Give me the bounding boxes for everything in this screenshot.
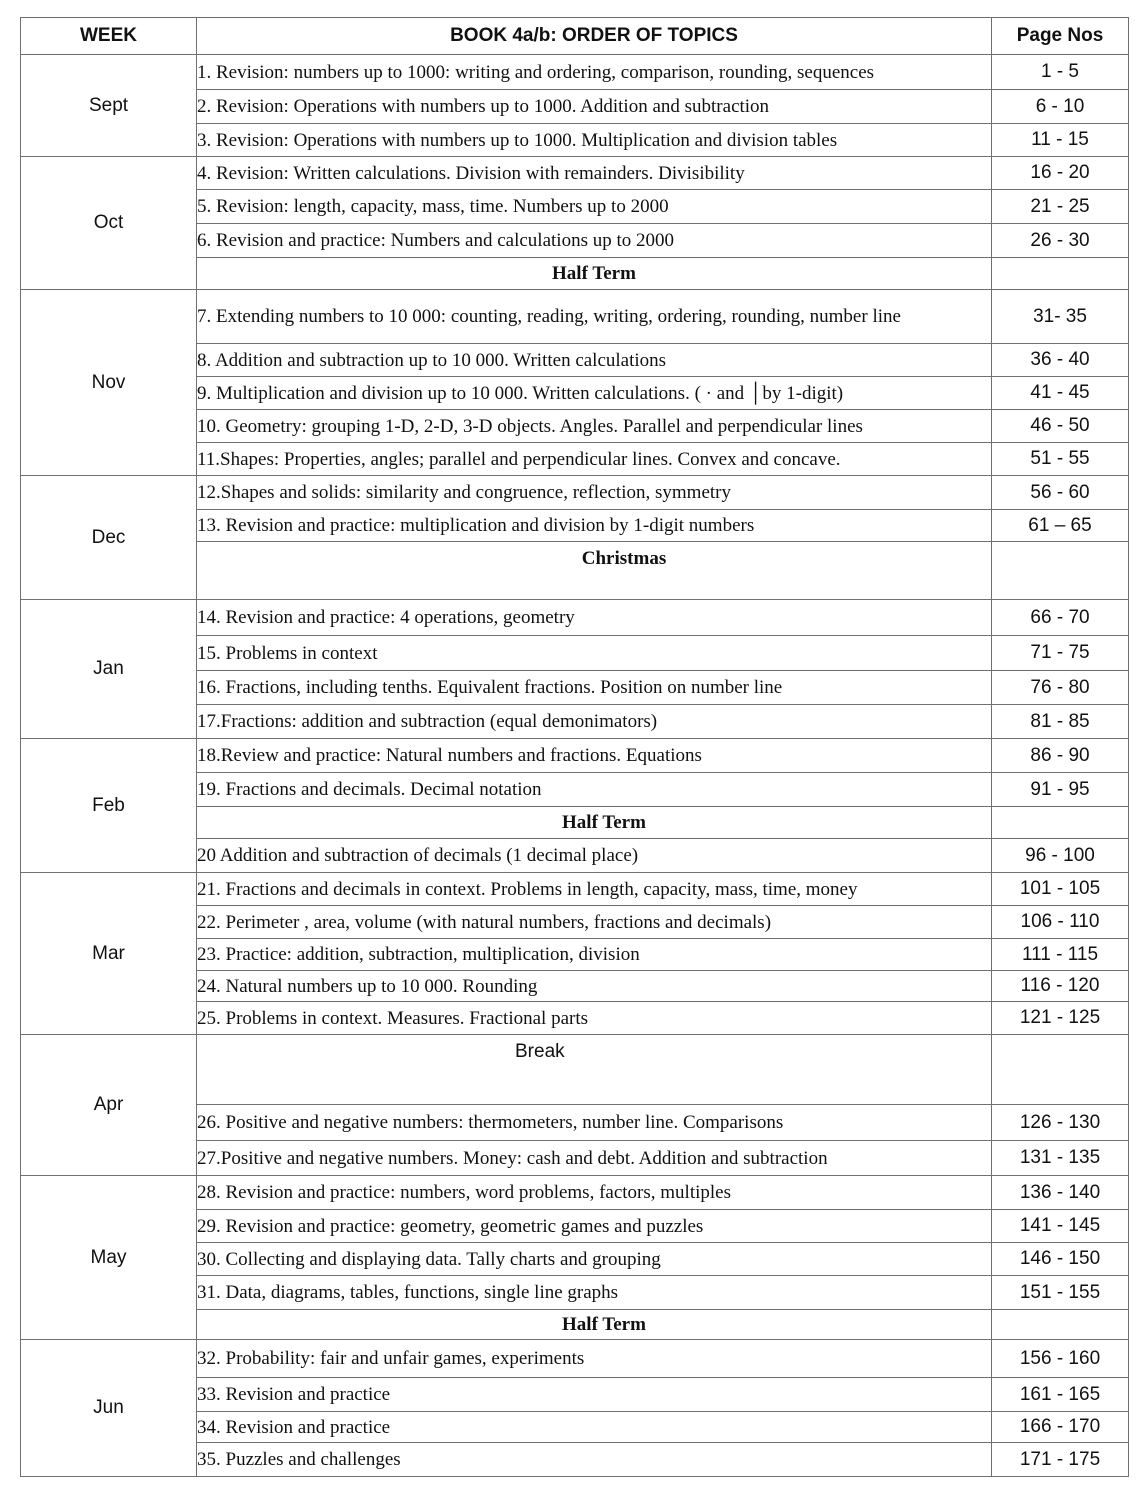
topic-text: 1. Revision: numbers up to 1000: writing and ordering, comparison, rounding, sequences: [197, 55, 992, 90]
topic-text: 28. Revision and practice: numbers, word problems, factors, multiples: [197, 1176, 992, 1210]
page-range: 161 - 165: [992, 1378, 1129, 1412]
page-range: 111 - 115: [992, 939, 1129, 971]
month-jan: Jan: [21, 600, 197, 739]
break-label: Break: [197, 1035, 992, 1105]
half-term-label: Half Term: [197, 807, 992, 839]
page-range: 16 - 20: [992, 157, 1129, 190]
topic-text: 18.Review and practice: Natural numbers and fractions. Equations: [197, 739, 992, 773]
topic-text: 21. Fractions and decimals in context. Problems in length, capacity, mass, time, money: [197, 873, 992, 906]
page-range: 66 - 70: [992, 600, 1129, 636]
topic-text: 10. Geometry: grouping 1-D, 2-D, 3-D objects. Angles. Parallel and perpendicular lines: [197, 410, 992, 443]
topic-text: 16. Fractions, including tenths. Equivalent fractions. Position on number line: [197, 671, 992, 705]
page-range: 171 - 175: [992, 1443, 1129, 1477]
page-range: 131 - 135: [992, 1141, 1129, 1176]
page-range: 126 - 130: [992, 1105, 1129, 1141]
topic-text: 19. Fractions and decimals. Decimal notation: [197, 773, 992, 807]
table-row: [21, 600, 1129, 636]
topic-text: 7. Extending numbers to 10 000: counting, reading, writing, ordering, rounding, number line: [197, 290, 992, 344]
month-apr: Apr: [21, 1035, 197, 1176]
page-range: 56 - 60: [992, 476, 1129, 510]
page-range: 51 - 55: [992, 443, 1129, 476]
topic-text: 3. Revision: Operations with numbers up to 1000. Multiplication and division tables: [197, 124, 992, 157]
half-term-label: Half Term: [197, 1310, 992, 1340]
month-sept: Sept: [21, 55, 197, 157]
topics-table: [20, 17, 1129, 1477]
table-row: [21, 476, 1129, 510]
topic-text: 23. Practice: addition, subtraction, multiplication, division: [197, 939, 992, 971]
page-range: 86 - 90: [992, 739, 1129, 773]
topic-text: 14. Revision and practice: 4 operations, geometry: [197, 600, 992, 636]
page-range: 31- 35: [992, 290, 1129, 344]
table-row: [21, 55, 1129, 90]
page-range: 166 - 170: [992, 1412, 1129, 1443]
page-range: 21 - 25: [992, 190, 1129, 224]
table-row: [21, 1035, 1129, 1105]
empty-cell: [992, 1035, 1129, 1105]
page-range: 136 - 140: [992, 1176, 1129, 1210]
month-nov: Nov: [21, 290, 197, 476]
month-may: May: [21, 1176, 197, 1340]
topic-text: 25. Problems in context. Measures. Fractional parts: [197, 1002, 992, 1035]
topic-text: 20 Addition and subtraction of decimals (1 decimal place): [197, 839, 992, 873]
topic-text: 34. Revision and practice: [197, 1412, 992, 1443]
page-range: 121 - 125: [992, 1002, 1129, 1035]
page-range: 11 - 15: [992, 124, 1129, 157]
topic-text: 35. Puzzles and challenges: [197, 1443, 992, 1477]
page-range: 151 - 155: [992, 1276, 1129, 1310]
topic-text: 30. Collecting and displaying data. Tally charts and grouping: [197, 1243, 992, 1276]
month-mar: Mar: [21, 873, 197, 1035]
empty-cell: [992, 807, 1129, 839]
topic-text: 9. Multiplication and division up to 10 000. Written calculations. ( · and │by 1-digit): [197, 377, 992, 410]
topic-text: 31. Data, diagrams, tables, functions, single line graphs: [197, 1276, 992, 1310]
page-range: 36 - 40: [992, 344, 1129, 377]
empty-cell: [992, 1310, 1129, 1340]
page-range: 1 - 5: [992, 55, 1129, 90]
table-row: [21, 1340, 1129, 1378]
page-range: 46 - 50: [992, 410, 1129, 443]
month-oct: Oct: [21, 157, 197, 290]
table-row: [21, 873, 1129, 906]
topic-text: 32. Probability: fair and unfair games, experiments: [197, 1340, 992, 1378]
page-range: 116 - 120: [992, 971, 1129, 1002]
topic-text: 22. Perimeter , area, volume (with natural numbers, fractions and decimals): [197, 906, 992, 939]
table-row: [21, 739, 1129, 773]
page-range: 96 - 100: [992, 839, 1129, 873]
page-range: 6 - 10: [992, 90, 1129, 124]
topic-text: 2. Revision: Operations with numbers up to 1000. Addition and subtraction: [197, 90, 992, 124]
month-dec: Dec: [21, 476, 197, 600]
christmas-label: Christmas: [197, 542, 992, 600]
page-range: 26 - 30: [992, 224, 1129, 258]
page-range: 41 - 45: [992, 377, 1129, 410]
pages-header: Page Nos: [992, 18, 1129, 55]
topic-text: 15. Problems in context: [197, 636, 992, 671]
topic-text: 33. Revision and practice: [197, 1378, 992, 1412]
page-range: 81 - 85: [992, 705, 1129, 739]
topic-text: 29. Revision and practice: geometry, geometric games and puzzles: [197, 1210, 992, 1243]
page-range: 106 - 110: [992, 906, 1129, 939]
page-range: 141 - 145: [992, 1210, 1129, 1243]
topic-text: 11.Shapes: Properties, angles; parallel and perpendicular lines. Convex and concave.: [197, 443, 992, 476]
topic-text: 12.Shapes and solids: similarity and congruence, reflection, symmetry: [197, 476, 992, 510]
topic-text: 26. Positive and negative numbers: thermometers, number line. Comparisons: [197, 1105, 992, 1141]
topic-text: 13. Revision and practice: multiplication and division by 1-digit numbers: [197, 510, 992, 542]
half-term-label: Half Term: [197, 258, 992, 290]
topic-text: 6. Revision and practice: Numbers and calculations up to 2000: [197, 224, 992, 258]
page-range: 101 - 105: [992, 873, 1129, 906]
topic-text: 4. Revision: Written calculations. Division with remainders. Divisibility: [197, 157, 992, 190]
page-range: 71 - 75: [992, 636, 1129, 671]
topic-text: 24. Natural numbers up to 10 000. Rounding: [197, 971, 992, 1002]
topic-text: 8. Addition and subtraction up to 10 000. Written calculations: [197, 344, 992, 377]
page-range: 61 – 65: [992, 510, 1129, 542]
empty-cell: [992, 258, 1129, 290]
topic-text: 5. Revision: length, capacity, mass, time. Numbers up to 2000: [197, 190, 992, 224]
month-jun: Jun: [21, 1340, 197, 1477]
table-row: [21, 1176, 1129, 1210]
month-feb: Feb: [21, 739, 197, 873]
topic-text: 27.Positive and negative numbers. Money: cash and debt. Addition and subtraction: [197, 1141, 992, 1176]
page-range: 146 - 150: [992, 1243, 1129, 1276]
empty-cell: [992, 542, 1129, 600]
page-range: 156 - 160: [992, 1340, 1129, 1378]
header-row: [21, 18, 1129, 55]
page-range: 76 - 80: [992, 671, 1129, 705]
table-row: [21, 290, 1129, 344]
topic-text: 17.Fractions: addition and subtraction (equal demonimators): [197, 705, 992, 739]
table-row: [21, 157, 1129, 190]
page-range: 91 - 95: [992, 773, 1129, 807]
week-header: WEEK: [21, 18, 197, 55]
topics-header: BOOK 4a/b: ORDER OF TOPICS: [197, 18, 992, 55]
